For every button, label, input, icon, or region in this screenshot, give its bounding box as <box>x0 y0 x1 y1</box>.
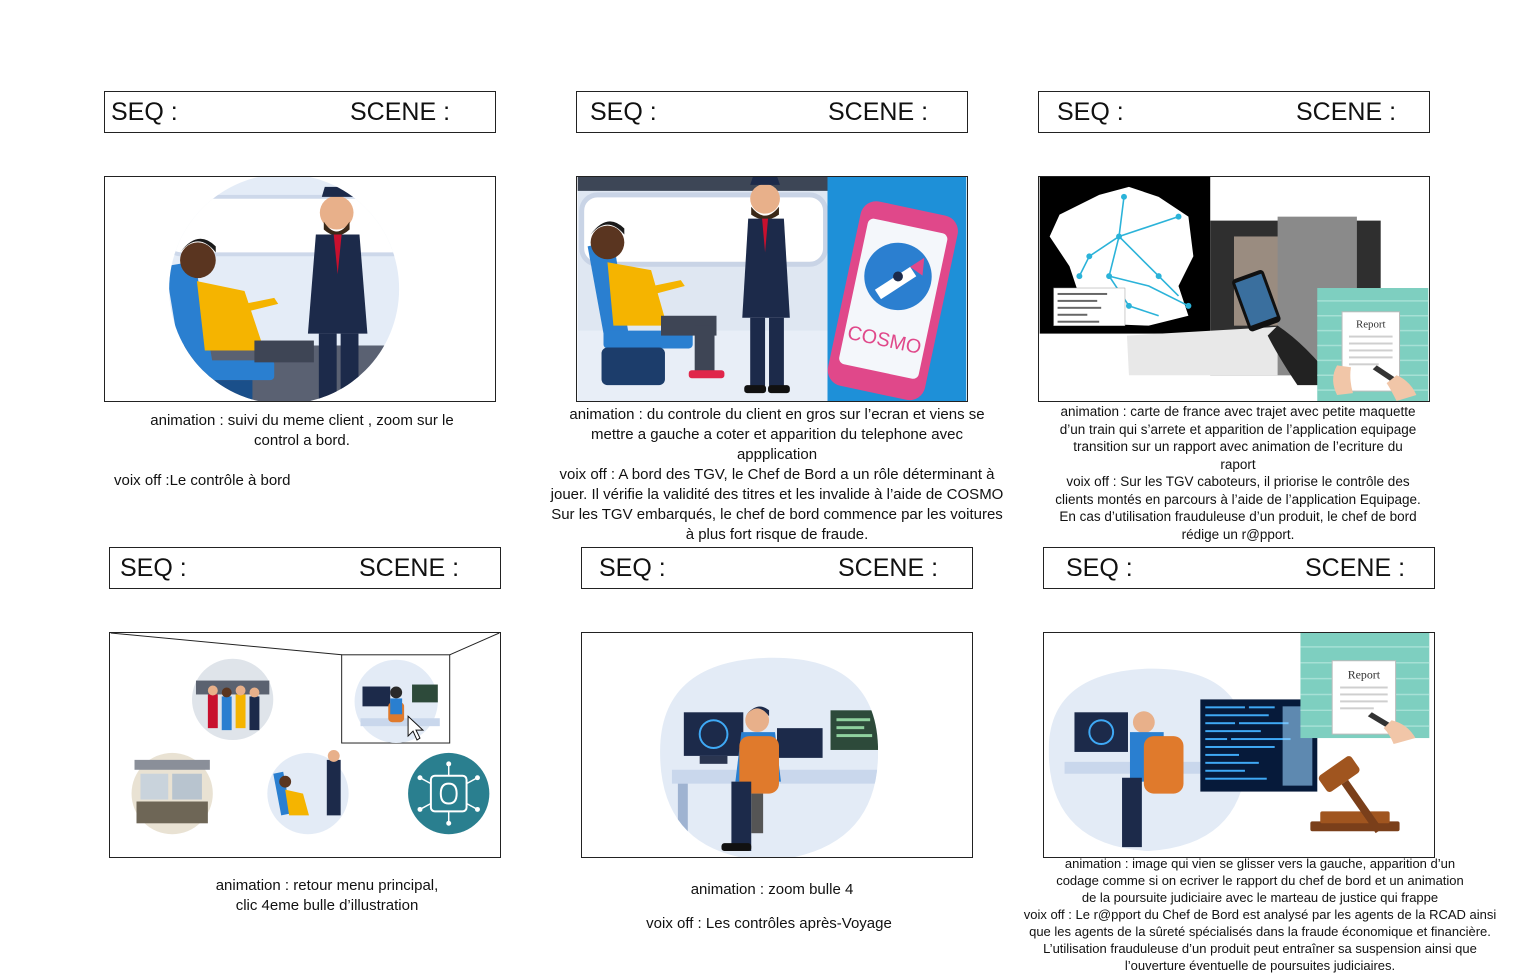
bubble-station[interactable] <box>132 753 213 834</box>
illustration-report-prosecution <box>1044 633 1434 857</box>
animation-line: animation : suivi du meme client , zoom sur le <box>150 412 454 429</box>
bubble-data-analysis[interactable] <box>408 753 489 834</box>
storyboard-frame-1 <box>104 176 496 402</box>
scene-label: SCENE : <box>1296 98 1397 126</box>
illustration-controller-cosmo-app <box>577 177 967 401</box>
storyboard-frame-5 <box>581 632 973 858</box>
seq-scene-header-5 <box>581 547 973 589</box>
voice-line: à plus fort risque de fraude. <box>685 526 869 543</box>
illustration-controller-passenger <box>105 177 495 401</box>
animation-line: codage comme si on ecriver le rapport du chef de bord et un animation <box>1056 873 1464 888</box>
seq-label: SEQ : <box>120 554 187 582</box>
animation-line: animation : retour menu principal, <box>215 877 439 894</box>
scene-label: SCENE : <box>1305 554 1406 582</box>
animation-line: de la poursuite judiciaire avec le marteau de justice qui frappe <box>1081 890 1439 905</box>
scene-label: SCENE : <box>359 554 460 582</box>
voice-line: En cas d’utilisation frauduleuse d’un produit, le chef de bord <box>1059 509 1417 524</box>
caption-2 <box>538 405 1016 545</box>
animation-line: animation : zoom bulle 4 <box>690 881 854 898</box>
voice-line: voix off : Sur les TGV caboteurs, il priorise le contrôle des <box>1066 474 1410 489</box>
animation-line: transition sur un rapport avec animation de l’ecriture du <box>1073 439 1403 454</box>
animation-line: animation : image qui vien se glisser vers la gauche, apparition d’un <box>1064 856 1456 871</box>
storyboard-frame-6 <box>1043 632 1435 858</box>
voice-over-5 <box>620 914 918 934</box>
animation-caption-4 <box>176 876 478 916</box>
voice-line: l’ouverture éventuelle de poursuites judiciaires. <box>1124 958 1396 973</box>
caption-3 <box>1020 403 1456 543</box>
voice-line: que les agents de la sûreté spécialisés dans la fraude économique et financière. <box>1029 924 1491 939</box>
voice-line: clients montés en parcours à l’aide de l’application Equipage. <box>1055 491 1421 507</box>
storyboard-frame-3 <box>1038 176 1430 402</box>
voice-line: voix off : A bord des TGV, le Chef de Bord a un rôle déterminant à <box>559 466 995 483</box>
bubble-crowd[interactable] <box>192 659 273 740</box>
report-title: Report <box>1355 318 1386 331</box>
seq-label: SEQ : <box>1057 98 1124 126</box>
bubble-4-after-travel[interactable] <box>355 660 440 743</box>
scene-label: SCENE : <box>828 98 929 126</box>
cosmo-app-label: COSMO <box>845 321 924 359</box>
animation-line: animation : carte de france avec trajet avec petite maquette <box>1060 404 1416 419</box>
scene-label: SCENE : <box>350 98 451 126</box>
voice-line: L’utilisation frauduleuse d’un produit peut entraîner sa suspension ainsi que <box>1043 941 1477 956</box>
illustration-main-menu-bubbles <box>110 633 500 857</box>
animation-caption-1 <box>104 411 500 451</box>
illustration-after-travel-control <box>582 633 972 857</box>
storyboard-frame-4 <box>109 632 501 858</box>
storyboard-frame-2 <box>576 176 968 402</box>
seq-label: SEQ : <box>599 554 666 582</box>
voice-line: jouer. Il vérifie la validité des titres et les invalide à l’aide de COSMO <box>550 486 1004 503</box>
seq-scene-header-6 <box>1043 547 1435 589</box>
animation-line: raport <box>1220 456 1256 472</box>
voice-line: Sur les TGV embarqués, le chef de bord commence par les voitures <box>551 506 1003 523</box>
gavel-icon <box>1310 755 1399 843</box>
animation-line: animation : du controle du client en gros sur l’ecran et viens se <box>569 406 985 423</box>
caption-6 <box>1018 855 1502 974</box>
animation-line: d’un train qui s’arrete et apparition de l’application equipage <box>1059 421 1417 437</box>
seq-label: SEQ : <box>111 98 178 126</box>
illustration-map-equipage-report <box>1039 177 1429 401</box>
animation-caption-5 <box>640 880 904 900</box>
voice-line: voix off : Le r@pport du Chef de Bord est analysé par les agents de la RCAD ainsi <box>1023 907 1497 922</box>
seq-scene-header-4 <box>109 547 501 589</box>
animation-line: appplication <box>736 446 818 463</box>
voice-line: rédige un r@pport. <box>1181 526 1295 542</box>
animation-line: clic 4eme bulle d’illustration <box>235 897 419 914</box>
voice-over-1: voix off :Le contrôle à bord <box>114 472 291 489</box>
scene-label: SCENE : <box>838 554 939 582</box>
voice-line: voix off : Les contrôles après-Voyage <box>646 915 892 932</box>
seq-scene-header-2 <box>576 91 968 133</box>
seq-label: SEQ : <box>1066 554 1133 582</box>
seq-scene-header-3 <box>1038 91 1430 133</box>
seq-label: SEQ : <box>590 98 657 126</box>
report-title: Report <box>1347 667 1381 682</box>
bubble-onboard-control[interactable] <box>267 750 348 834</box>
animation-line: mettre a gauche a coter et apparition du telephone avec <box>591 426 963 443</box>
animation-line: control a bord. <box>254 432 350 449</box>
seq-scene-header-1 <box>104 91 496 133</box>
